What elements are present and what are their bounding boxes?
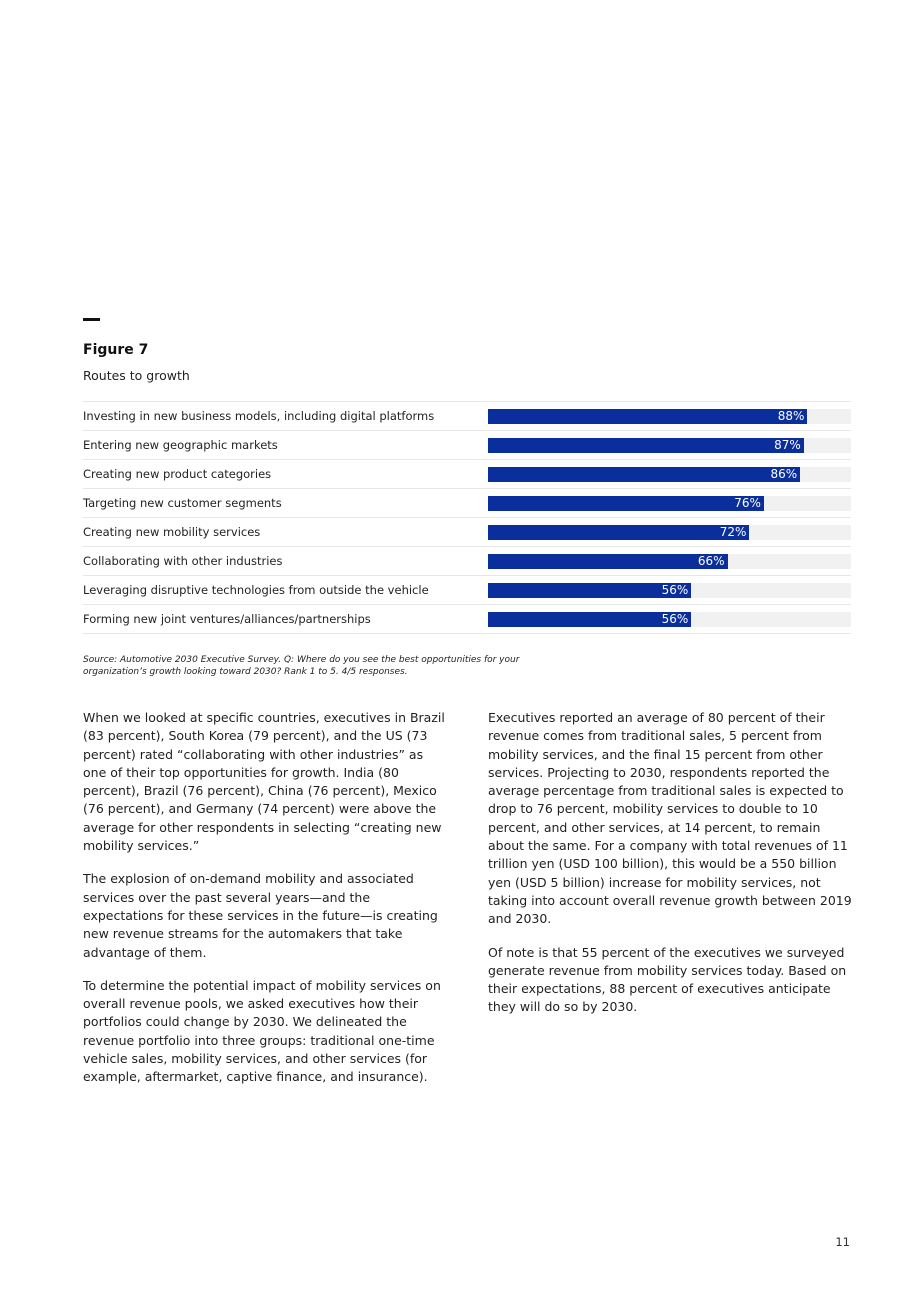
bar-track <box>488 525 851 540</box>
category-label: Collaborating with other industries <box>83 554 283 568</box>
bar <box>488 554 728 569</box>
bar <box>488 496 764 511</box>
data-label: 86% <box>770 467 798 481</box>
chart-row <box>83 546 851 575</box>
category-label: Creating new mobility services <box>83 525 261 539</box>
page-number: 11 <box>835 1235 850 1249</box>
bar-track <box>488 583 851 598</box>
bar-track <box>488 438 851 453</box>
bar-chart <box>83 401 851 634</box>
figure-title: Figure 7 <box>83 342 149 358</box>
chart-row <box>83 488 851 517</box>
category-label: Creating new product categories <box>83 467 272 481</box>
chart-row <box>83 401 851 430</box>
paragraph: When we looked at specific countries, executives in Brazil (83 percent), South Korea (79 percent), and the US (73 percent) rated “collaborating with other industries” as one of their top opportunities for growth. India (80 percent), Brazil (76 percent), China (76 percent), Mexico (76 percent), and Germany (74 percent) were above the average for other respondents in selecting “creating new mobility services.” <box>83 710 445 854</box>
paragraph: To determine the potential impact of mobility services on overall revenue pools, we asked executives how their portfolios could change by 2030. We delineated the revenue portfolio into three groups: traditional one-time vehicle sales, mobility services, and other services (for example, aftermarket, captive finance, and insurance). <box>83 977 441 1085</box>
section-dash <box>83 318 100 321</box>
figure-source: Source: Automotive 2030 Executive Survey. Q: Where do you see the best opportunities for your organization’s growth looking toward 2030? Rank 1 to 5. 4/5 responses. <box>83 655 520 677</box>
bar-track <box>488 409 851 424</box>
bar <box>488 583 691 598</box>
body-column-right <box>488 709 853 1032</box>
chart-row <box>83 517 851 546</box>
category-label: Investing in new business models, including digital platforms <box>83 409 435 423</box>
chart-row <box>83 575 851 604</box>
bar <box>488 612 691 627</box>
chart-row <box>83 430 851 459</box>
data-label: 66% <box>697 554 725 568</box>
body-column-left <box>83 709 448 1102</box>
paragraph: The explosion of on-demand mobility and associated services over the past several years—and the expectations for these services in the future—is creating new revenue streams for the automakers that take advantage of them. <box>83 871 438 960</box>
bar-track <box>488 554 851 569</box>
data-label: 56% <box>661 583 689 597</box>
category-label: Forming new joint ventures/alliances/partnerships <box>83 612 371 626</box>
category-label: Entering new geographic markets <box>83 438 278 452</box>
category-label: Leveraging disruptive technologies from outside the vehicle <box>83 583 429 597</box>
data-label: 88% <box>777 409 805 423</box>
paragraph: Executives reported an average of 80 percent of their revenue comes from traditional sales, 5 percent from mobility services, and the final 15 percent from other services. Projecting to 2030, respondents reported the average percentage from traditional sales is expected to drop to 76 percent, mobility services to double to 10 percent, and other services, at 14 percent, to remain about the same. For a company with total revenues of 11 trillion yen (USD 100 billion), this would be a 550 billion yen (USD 5 billion) increase for mobility services, not taking into account overall revenue growth between 2019 and 2030. <box>488 710 852 927</box>
category-label: Targeting new customer segments <box>83 496 282 510</box>
bar <box>488 467 800 482</box>
bar-track <box>488 612 851 627</box>
bar-track <box>488 496 851 511</box>
chart-row <box>83 604 851 634</box>
data-label: 56% <box>661 612 689 626</box>
data-label: 76% <box>734 496 761 510</box>
bar <box>488 525 749 540</box>
chart-row <box>83 459 851 488</box>
data-label: 87% <box>774 438 801 452</box>
bar-track <box>488 467 851 482</box>
figure-subtitle: Routes to growth <box>83 368 190 383</box>
data-label: 72% <box>719 525 747 539</box>
bar <box>488 409 807 424</box>
bar <box>488 438 804 453</box>
paragraph: Of note is that 55 percent of the executives we surveyed generate revenue from mobility services today. Based on their expectations, 88 percent of executives anticipate they will do so by 2030. <box>488 944 847 1015</box>
